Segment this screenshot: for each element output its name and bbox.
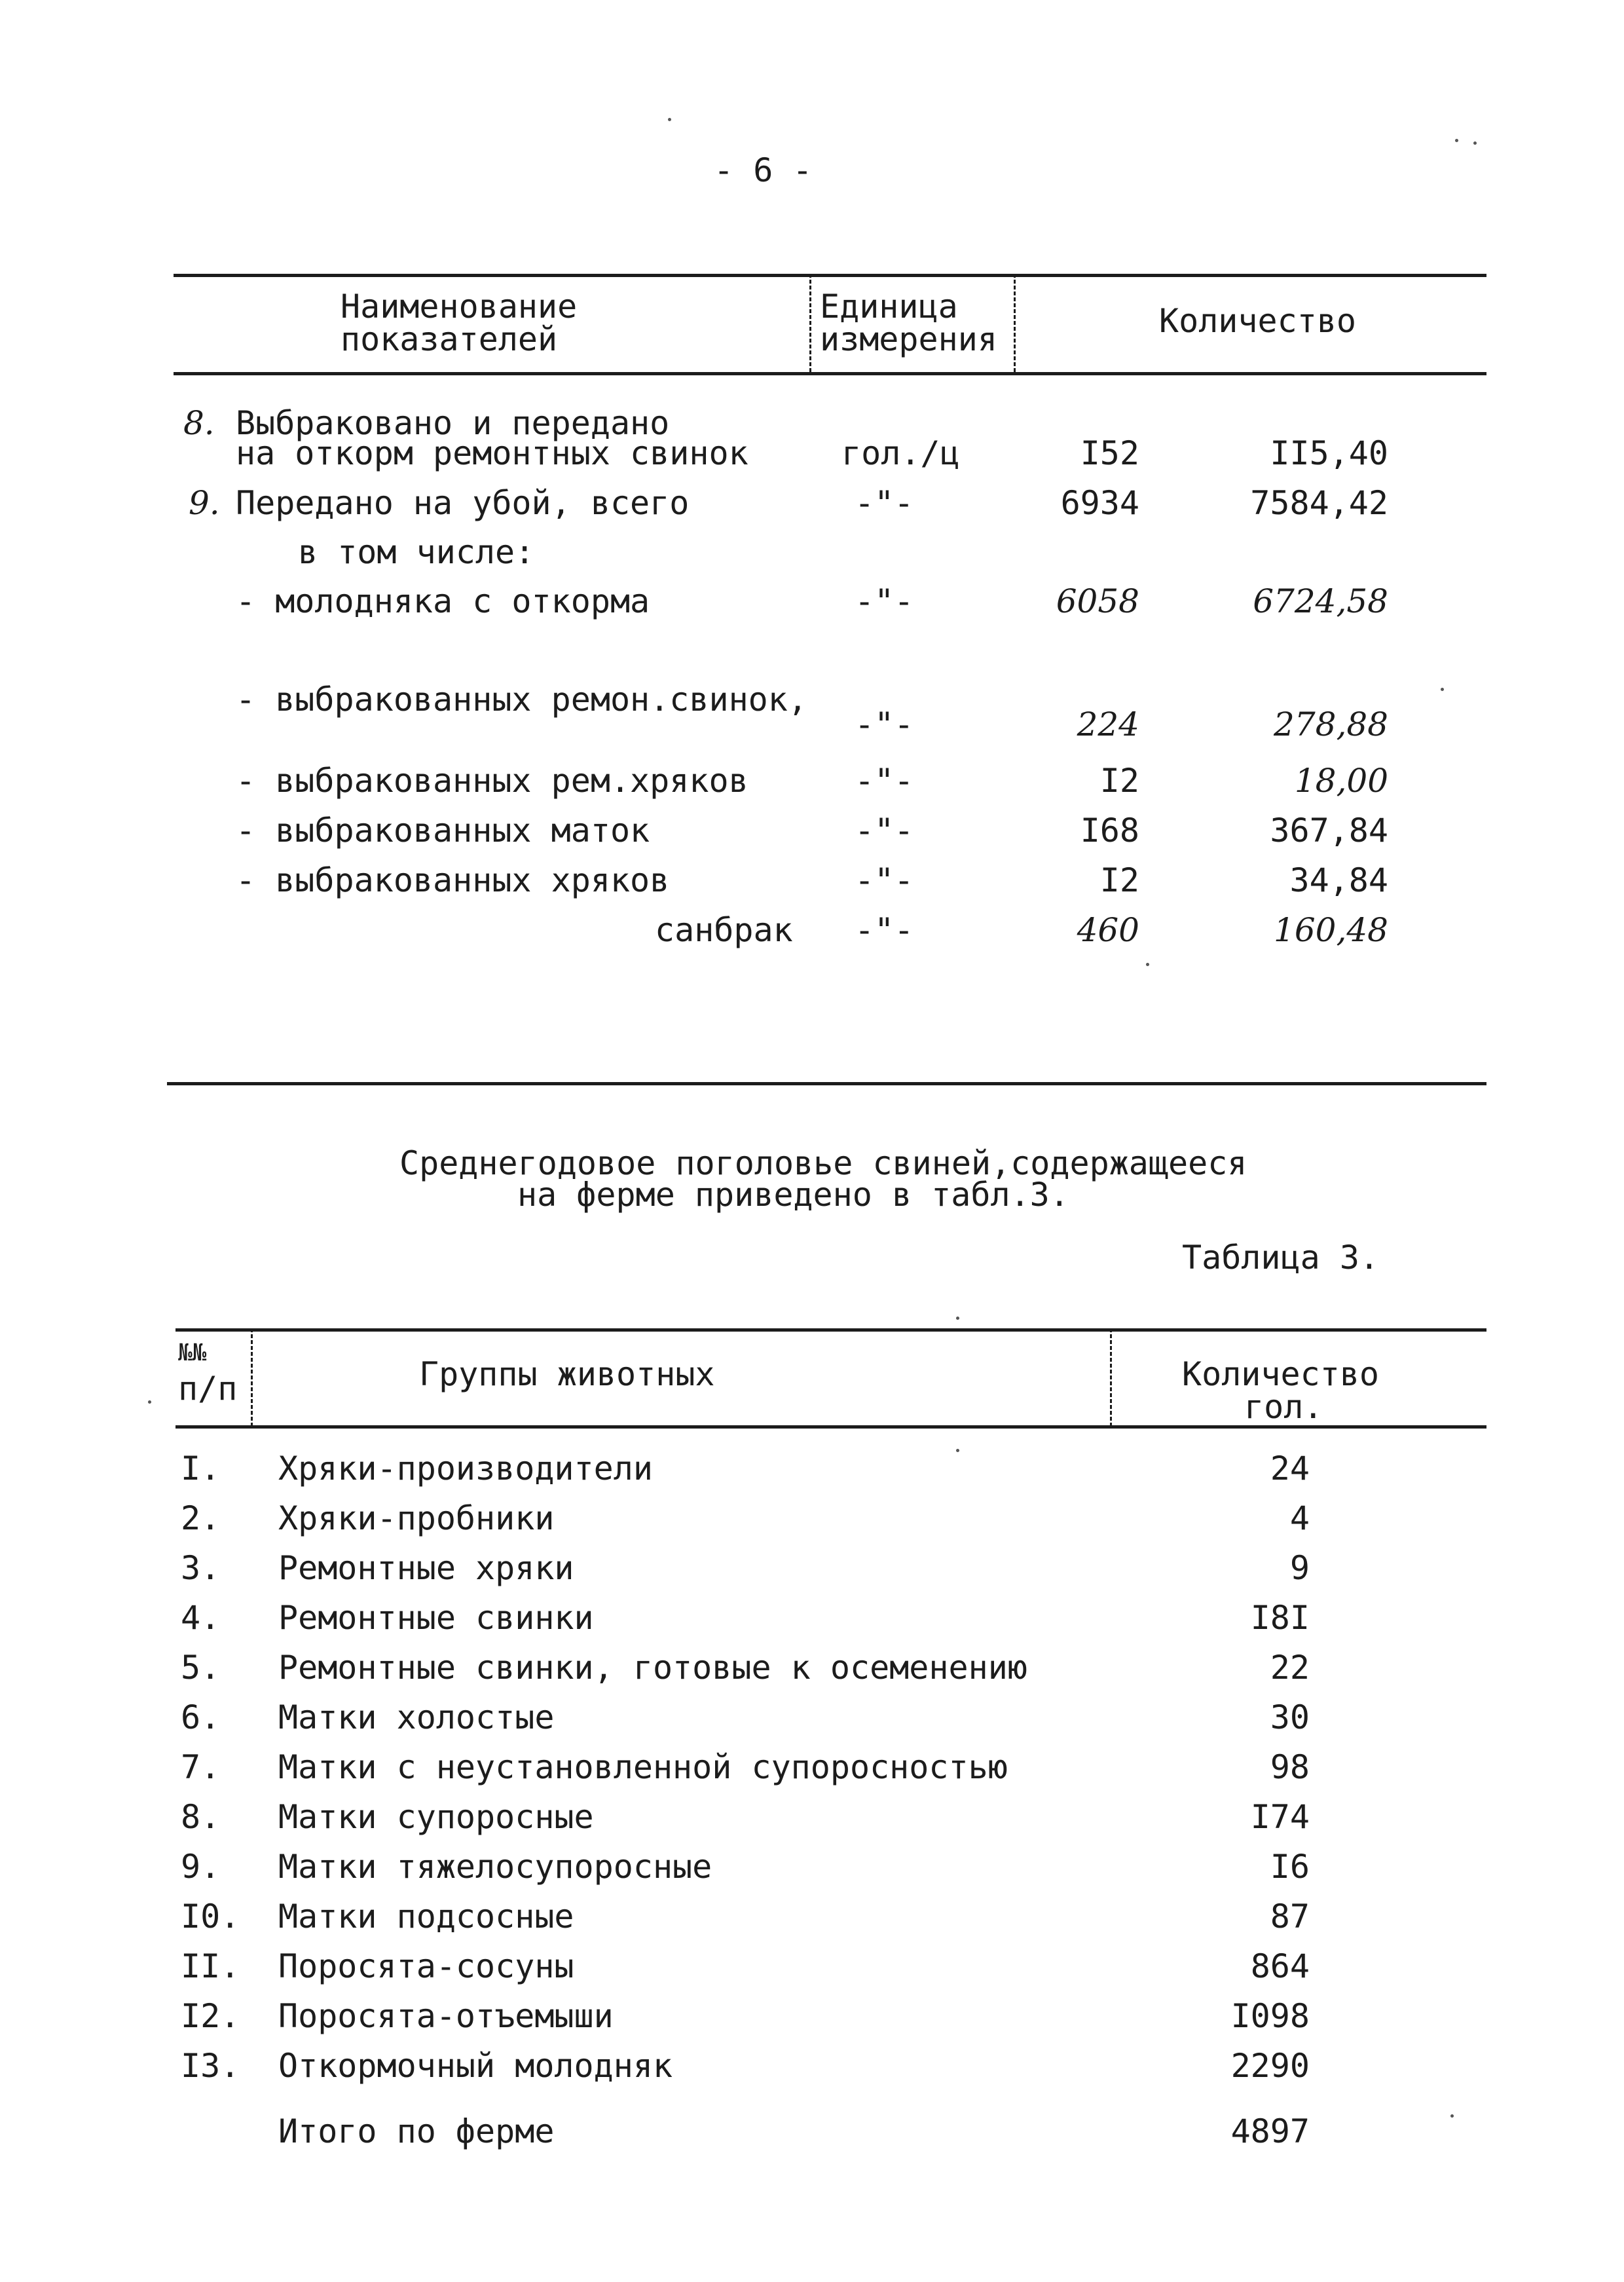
- table3-row-number: 8.: [181, 1798, 221, 1836]
- table3-header-quantity-line1: Количество: [1182, 1355, 1380, 1393]
- table2-header-unit-line1: Единица: [820, 288, 958, 326]
- table2-row-weight: 34,84: [1289, 861, 1388, 899]
- table3-row-group: Ремонтные хряки: [278, 1549, 574, 1587]
- scan-speck: [1473, 141, 1477, 145]
- table3-row-quantity: 30: [1270, 1698, 1310, 1736]
- table3-total-quantity: 4897: [1230, 2112, 1310, 2150]
- table3-row-number: I2.: [181, 1997, 240, 2035]
- table2-row-heads: 460: [1077, 911, 1139, 949]
- page-number: - 6 -: [714, 151, 813, 189]
- table3-header-number-line2: п/п: [178, 1370, 238, 1408]
- paragraph-line: на ферме приведено в табл.3.: [517, 1176, 1069, 1214]
- scan-speck: [956, 1449, 959, 1452]
- table3-row-group: Матки тяжелосупоросные: [278, 1848, 712, 1886]
- table3-row-number: I0.: [181, 1898, 240, 1936]
- scan-speck: [1450, 2114, 1454, 2118]
- table2-row-unit: -"-: [855, 484, 914, 522]
- table3-row-number: 6.: [181, 1698, 221, 1736]
- table2-row-label: - выбракованных маток: [236, 812, 650, 850]
- table2-row-label: - выбракованных ремон.свинок,: [236, 681, 807, 719]
- table3-row-group: Матки подсосные: [278, 1898, 574, 1936]
- table3-header-group: Группы животных: [419, 1355, 715, 1393]
- table3-row-group: Хряки-пробники: [278, 1499, 555, 1537]
- table3-row-group: Поросята-сосуны: [278, 1947, 574, 1985]
- table2-header-name-line1: Наименование: [341, 288, 578, 326]
- table3-row-number: 4.: [181, 1599, 221, 1637]
- table3-total-label: Итого по ферме: [278, 2112, 555, 2150]
- table3-row-number: 2.: [181, 1499, 221, 1537]
- table2-row-unit: -"-: [855, 911, 914, 949]
- table3-row-quantity: 87: [1270, 1898, 1310, 1936]
- table2-bottom-rule: [167, 1082, 1486, 1085]
- table2-row-unit: -"-: [855, 705, 914, 743]
- table2-row-unit: гол./ц: [841, 434, 960, 472]
- table3-col-divider-2: [1110, 1328, 1112, 1427]
- table2-header-rule: [174, 372, 1486, 375]
- table3-row-quantity: 98: [1270, 1748, 1310, 1786]
- table3-row-group: Матки супоросные: [278, 1798, 594, 1836]
- table2-top-rule: [174, 274, 1486, 277]
- table2-row-unit: -"-: [855, 762, 914, 800]
- table2-row-unit: -"-: [855, 582, 914, 620]
- table3-row-group: Матки холостые: [278, 1698, 555, 1736]
- table2-row-weight: 18,00: [1294, 762, 1388, 800]
- table2-row-weight: 367,84: [1270, 812, 1388, 850]
- table2-row-heads: I52: [1080, 434, 1139, 472]
- table3-row-quantity: 22: [1270, 1649, 1310, 1687]
- table3-row-quantity: 4: [1289, 1499, 1310, 1537]
- scan-speck: [1441, 688, 1444, 691]
- table2-row-heads: 6058: [1056, 582, 1139, 620]
- table3-row-number: 9.: [181, 1848, 221, 1886]
- table2-row-weight: 278,88: [1274, 705, 1388, 743]
- table2-row-label: Выбраковано и передано: [236, 404, 670, 442]
- table2-col-divider-2: [1014, 274, 1016, 372]
- table2-row-weight: 6724,58: [1253, 582, 1388, 620]
- scan-speck: [956, 1317, 959, 1320]
- table2-row-label: - выбракованных рем.хряков: [236, 762, 748, 800]
- table3-caption: Таблица 3.: [1182, 1239, 1380, 1277]
- scan-speck: [148, 1400, 151, 1404]
- table2-header-unit-line2: измерения: [820, 320, 997, 358]
- table3-row-group: Ремонтные свинки: [278, 1599, 594, 1637]
- table2-row-label: - выбракованных хряков: [236, 861, 670, 899]
- table3-row-group: Хряки-производители: [278, 1450, 653, 1487]
- table3-row-quantity: 9: [1289, 1549, 1310, 1587]
- table3-header-number-line1: №№: [178, 1339, 207, 1366]
- table2-header-quantity: Количество: [1159, 302, 1357, 340]
- table3-row-quantity: 24: [1270, 1450, 1310, 1487]
- table3-header-quantity-line2: гол.: [1244, 1388, 1323, 1426]
- table2-row-weight: II5,40: [1270, 434, 1388, 472]
- table2-row-label: - молодняка с откорма: [236, 582, 650, 620]
- table3-row-number: 7.: [181, 1748, 221, 1786]
- table3-row-number: I3.: [181, 2047, 240, 2085]
- table3-row-group: Поросята-отъемыши: [278, 1997, 614, 2035]
- table2-row-heads: I2: [1099, 861, 1139, 899]
- scan-speck: [1455, 139, 1458, 142]
- table3-row-quantity: 2290: [1230, 2047, 1310, 2085]
- table3-row-group: Матки с неустановленной супоросностью: [278, 1748, 1008, 1786]
- table2-row-unit: -"-: [855, 861, 914, 899]
- table3-row-quantity: 864: [1250, 1947, 1310, 1985]
- table3-row-quantity: I8I: [1250, 1599, 1310, 1637]
- table2-row-unit: -"-: [855, 812, 914, 850]
- table2-header-name-line2: показателей: [341, 320, 558, 358]
- table3-row-number: I.: [181, 1450, 221, 1487]
- table3-row-number: II.: [181, 1947, 240, 1985]
- table3-row-quantity: I74: [1250, 1798, 1310, 1836]
- table2-row-heads: I2: [1099, 762, 1139, 800]
- table3-row-number: 3.: [181, 1549, 221, 1587]
- table3-row-quantity: I6: [1270, 1848, 1310, 1886]
- table2-row-heads: 224: [1077, 705, 1139, 743]
- table3-row-group: Откормочный молодняк: [278, 2047, 673, 2085]
- table2-col-divider-1: [809, 274, 811, 372]
- table3-row-number: 5.: [181, 1649, 221, 1687]
- table2-row-label: Передано на убой, всего: [236, 484, 690, 522]
- table2-row-number: 8.: [183, 404, 215, 442]
- table3-header-rule: [175, 1425, 1486, 1429]
- table2-row-label: на откорм ремонтных свинок: [236, 434, 748, 472]
- table2-row-weight: 7584,42: [1250, 484, 1388, 522]
- table3-top-rule: [175, 1328, 1486, 1332]
- paragraph-line: Среднегодовое поголовье свиней,содержащееся: [399, 1144, 1247, 1182]
- table2-subheading: в том числе:: [298, 533, 535, 571]
- table2-row-heads: I68: [1080, 812, 1139, 850]
- table3-row-quantity: I098: [1230, 1997, 1310, 2035]
- table3-col-divider-1: [251, 1328, 253, 1427]
- table2-row-weight: 160,48: [1274, 911, 1388, 949]
- scan-speck: [1146, 963, 1149, 966]
- table3-row-group: Ремонтные свинки, готовые к осеменению: [278, 1649, 1027, 1687]
- scan-speck: [668, 118, 671, 121]
- table2-row-label: санбрак: [655, 911, 793, 949]
- table2-row-heads: 6934: [1060, 484, 1139, 522]
- table2-row-number: 9.: [189, 484, 220, 522]
